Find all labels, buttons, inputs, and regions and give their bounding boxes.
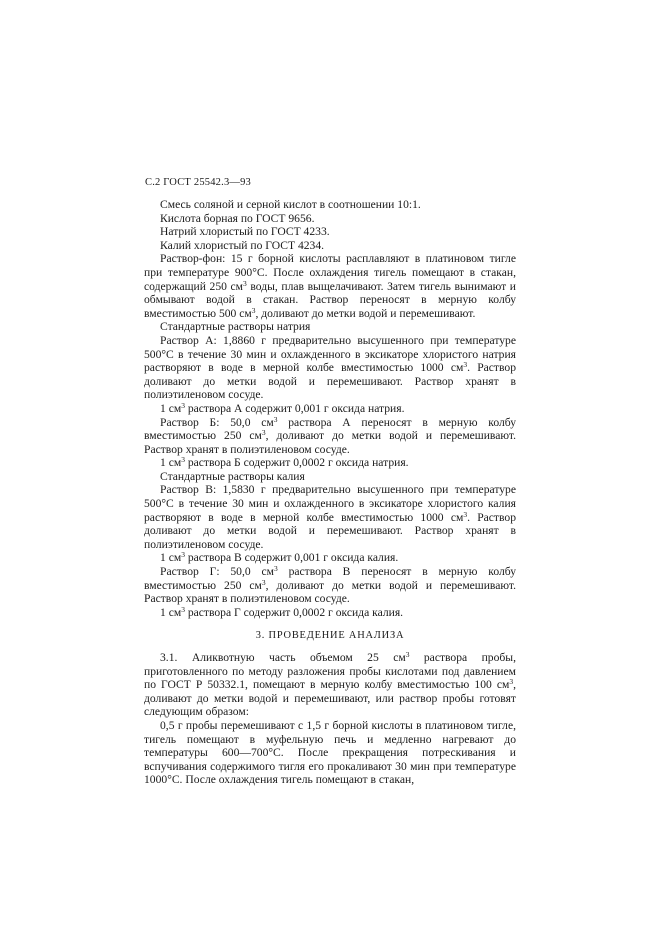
text: раствора Б содержит 0,0002 г оксида натрия.	[184, 456, 409, 470]
paragraph	[144, 551, 516, 565]
superscript: 3	[181, 550, 185, 560]
text: . Раствор доливают до метки водой и перемешивают. Раствор хранят в полиэтиленовом сосуде.	[144, 510, 516, 551]
paragraph	[144, 402, 516, 416]
paragraph	[144, 606, 516, 620]
text: Раствор А: 1,8860 г предварительно высушенного при температуре 500°С в течение 30 мин и охлажденного в эксикаторе хлористого натрия растворяют в воде в мерной колбе вместимостью 1000 см	[144, 333, 516, 375]
text: . Раствор доливают до метки водой и перемешивают. Раствор хранят в полиэтиленовом сосуде.	[144, 361, 516, 402]
text: 1 см	[160, 456, 182, 470]
text: раствора В переносят в мерную колбу вместимостью 250 см	[144, 565, 517, 592]
superscript: 3	[509, 677, 514, 687]
superscript: 3	[273, 564, 278, 574]
text: 1 см	[160, 401, 182, 415]
text: раствора А переносят в мерную колбу вместимостью 250 см	[144, 415, 516, 443]
paragraph	[144, 252, 516, 320]
paragraph	[144, 565, 516, 606]
paragraph	[144, 483, 516, 551]
paragraph	[144, 651, 516, 719]
paragraph: Калий хлористый по ГОСТ 4234.	[160, 238, 325, 252]
superscript: 3	[261, 577, 266, 587]
paragraph: Стандартные растворы калия	[160, 469, 305, 483]
paragraph: Смесь соляной и серной кислот в соотношении 10:1.	[160, 198, 421, 211]
page-header: С.2 ГОСТ 25542.3—93	[145, 177, 251, 188]
paragraph: Кислота борная по ГОСТ 9656.	[160, 211, 315, 225]
text: , доливают до метки водой и перемешивают. Раствор хранят в полиэтиленовом сосуде.	[144, 578, 517, 606]
section-heading: 3. ПРОВЕДЕНИЕ АНАЛИЗА	[255, 630, 405, 642]
paragraph: Стандартные растворы натрия	[160, 320, 311, 334]
superscript: 3	[181, 604, 185, 614]
paragraph	[144, 416, 516, 457]
superscript: 3	[251, 305, 256, 315]
superscript: 3	[181, 455, 185, 465]
paragraph: Натрий хлористый по ГОСТ 4233.	[160, 225, 330, 239]
paragraph	[144, 456, 516, 470]
superscript: 3	[463, 360, 468, 370]
text: Раствор Б: 50,0 см	[160, 415, 274, 429]
text: , доливают до метки водой и перемешивают.	[255, 306, 476, 320]
text: Раствор-фон: 15 г борной кислоты расплавляют в платиновом тигле при температуре 900°С. После охлаждения тигель помещают в стакан, содержащий 250 см	[144, 252, 516, 293]
document-body	[144, 198, 516, 787]
text: , доливают до метки водой и перемешивают, или раствор пробы готовят следующим образом:	[144, 678, 516, 719]
superscript: 3	[273, 414, 278, 424]
text: воды, плав выщелачивают. Затем тигель вынимают и обмывают водой в стакан. Раствор переносят в мерную колбу вместимостью 500 см	[144, 279, 516, 320]
text: 1 см	[160, 551, 182, 565]
text: Раствор В: 1,5830 г предварительно высушенного при температуре 500°С в течение 30 мин и охлажденного в эксикаторе хлористого калия растворяют в воде в мерной колбе вместимостью 1000 см	[144, 483, 516, 524]
superscript: 3	[463, 509, 468, 519]
text: Раствор Г: 50,0 см	[160, 565, 274, 579]
text: раствора Г содержит 0,0002 г оксида калия.	[184, 605, 404, 619]
superscript: 3	[181, 400, 185, 410]
superscript: 3	[261, 428, 266, 438]
paragraph: 0,5 г пробы перемешивают с 1,5 г борной кислоты в платиновом тигле, тигель помещают в муфельную печь и медленно нагревают до температуры 600—700°С. После прекращения потрескивания и вспучивания содержимого тигля его прокаливают 30 мин при температуре 1000°С. После охлаждения тигель помещают в стакан,	[144, 718, 516, 787]
text: раствора пробы, приготовленного по методу разложения пробы кислотами под давлением по ГОСТ Р 50332.1, помещают в мерную колбу вместимостью 100 см	[144, 651, 516, 692]
paragraph	[144, 334, 516, 402]
superscript: 3	[405, 650, 410, 659]
text: , доливают до метки водой и перемешивают. Раствор хранят в полиэтиленовом сосуде.	[144, 429, 517, 456]
text: раствора В содержит 0,001 г оксида калия.	[184, 551, 399, 565]
text: 1 см	[160, 605, 182, 619]
text: 3.1. Аликвотную часть объемом 25 см	[160, 651, 406, 664]
text: раствора А содержит 0,001 г оксида натрия.	[184, 401, 405, 415]
superscript: 3	[243, 278, 247, 288]
